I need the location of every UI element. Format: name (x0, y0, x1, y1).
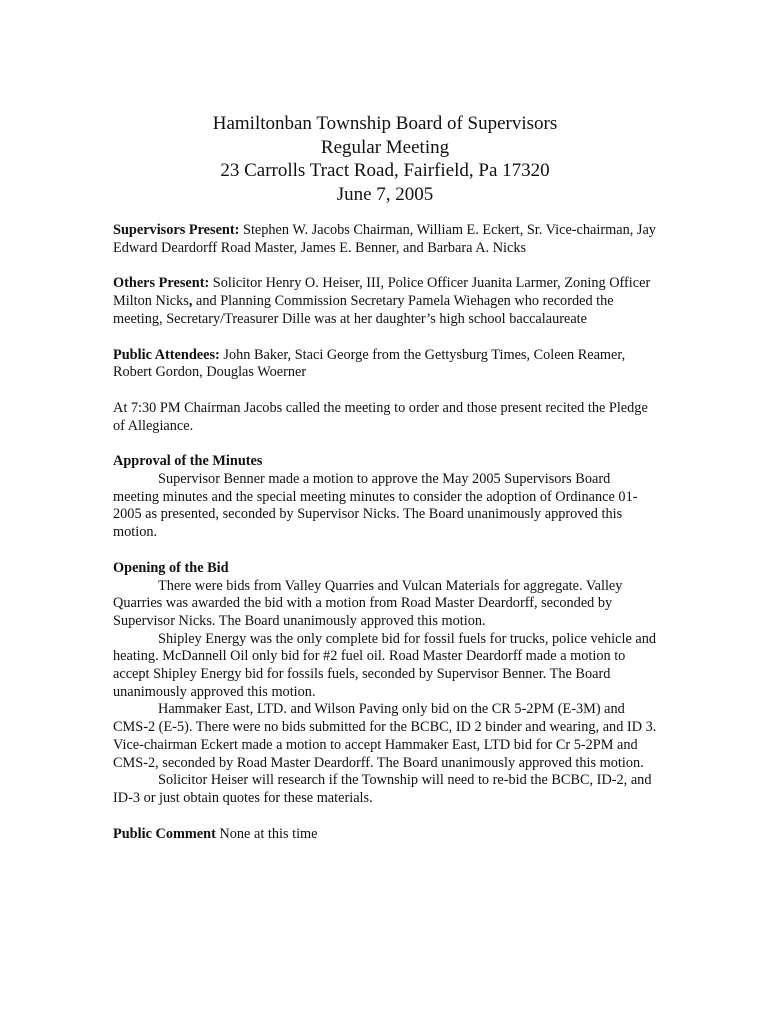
header-township: Hamiltonban Township Board of Supervisors (212, 113, 558, 134)
public-comment-label: Public Comment (113, 825, 216, 842)
supervisors-present (113, 222, 658, 257)
bid-heading: Opening of the Bid (113, 559, 229, 576)
supervisors-present-text: Stephen W. Jacobs Chairman, William E. Eckert, Sr. Vice-chairman, Jay Edward Deardorff Road Master, James E. Benner, and Barbara A. Nicks (113, 222, 656, 256)
document-body (113, 222, 658, 861)
public-attendees-text: John Baker, Staci George from the Gettysburg Times, Coleen Reamer, Robert Gordon, Douglas Woerner (113, 346, 626, 381)
document-header (0, 112, 770, 206)
bid-paragraph-3: Hammaker East, LTD. and Wilson Paving only bid on the CR 5-2PM (E-3M) and CMS-2 (E-5). There were no bids submitted for the BCBC, ID 2 binder and wearing, and ID 3. Vice-chairman Eckert made a motion to accept Hammaker East, LTD bid for Cr 5-2PM and CMS-2, seconded by Road Master Deardorff. The Board unanimously approved this motion. (113, 701, 657, 771)
public-comment (113, 826, 658, 844)
supervisors-present-label: Supervisors Present: (113, 222, 240, 238)
call-to-order: At 7:30 PM Chairman Jacobs called the meeting to order and those present recited the Pledge of Allegiance. (113, 399, 648, 434)
header-date: June 7, 2005 (336, 183, 434, 205)
minutes-text: Supervisor Benner made a motion to approve the May 2005 Supervisors Board meeting minutes and the special meeting minutes to consider the adoption of Ordinance 01-2005 as presented, seconded by Supervisor Nicks. The Board unanimously approved this motion. (113, 471, 638, 541)
others-present-text-b: and Planning Commission Secretary Pamela Wiehagen who recorded the meeting, Secretary/Treasurer Dille was at her daughter’s high school baccalaureate (113, 293, 614, 327)
header-meeting-type: Regular Meeting (320, 136, 450, 158)
section-opening-bid (113, 560, 658, 808)
bid-paragraph-4: Solicitor Heiser will research if the Township will need to re-bid the BCBC, ID-2, and ID-3 or just obtain quotes for these materials. (113, 772, 652, 806)
public-attendees (113, 347, 658, 382)
others-present (113, 275, 658, 328)
public-comment-text: None at this time (215, 825, 318, 842)
minutes-heading: Approval of the Minutes (113, 453, 263, 470)
others-present-label: Others Present: (113, 275, 210, 292)
section-approval-minutes (113, 453, 658, 542)
others-present-comma: , (188, 293, 193, 310)
header-address: 23 Carrolls Tract Road, Fairfield, Pa 17320 (220, 160, 550, 181)
bid-paragraph-2: Shipley Energy was the only complete bid for fossil fuels for trucks, police vehicle and heating. McDannell Oil only bid for #2 fuel oil. Road Master Deardorff made a motion to accept Shipley Energy bid for fossils fuels, seconded by Supervisor Benner. The Board unanimously approved this motion. (113, 630, 657, 700)
others-present-text-a: Solicitor Henry O. Heiser, III, Police Officer Juanita Larmer, Zoning Officer Milton Nicks (113, 275, 651, 310)
bid-paragraph-1: There were bids from Valley Quarries and Vulcan Materials for aggregate. Valley Quarries was awarded the bid with a motion from Road Master Deardorff, seconded by Supervisor Nicks. The Board unanimously approved this motion. (113, 577, 623, 629)
public-attendees-label: Public Attendees: (113, 346, 220, 363)
